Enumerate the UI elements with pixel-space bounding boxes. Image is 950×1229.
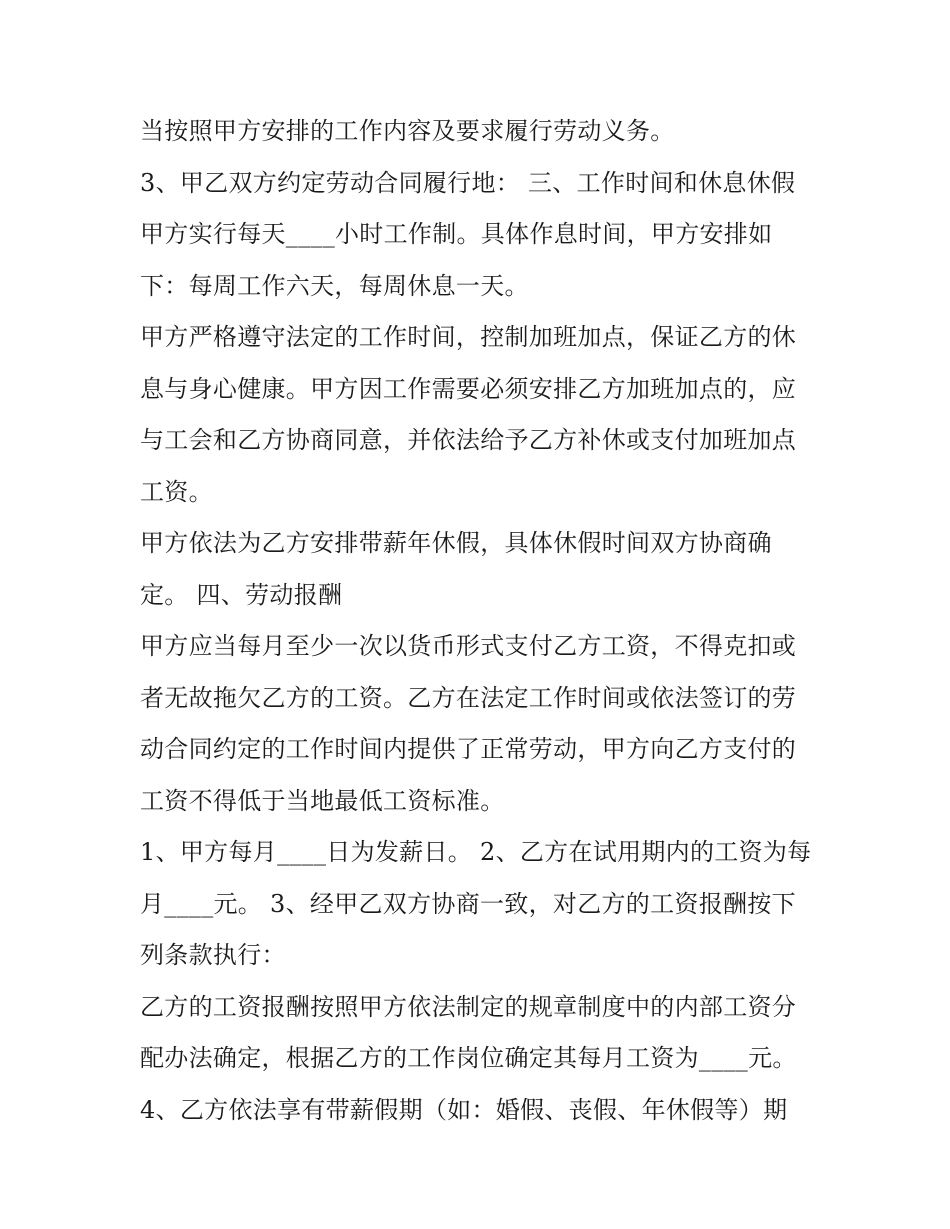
text-line: 4、乙方依法享有带薪假期（如：婚假、丧假、年休假等）期 bbox=[140, 1095, 788, 1124]
text-line: 甲方严格遵守法定的工作时间，控制加班加点，保证乙方的休 bbox=[140, 323, 797, 351]
text-line: 者无故拖欠乙方的工资。乙方在法定工作时间或依法签订的劳 bbox=[140, 683, 797, 712]
text-line: 息与身心健康。甲方因工作需要必须安排乙方加班加点的，应 bbox=[140, 374, 797, 403]
text-line: 与工会和乙方协商同意，并依法给予乙方补休或支付加班加点 bbox=[140, 426, 797, 454]
text-line: 甲方实行每天____小时工作制。具体作息时间，甲方安排如 bbox=[140, 220, 773, 248]
text-line: 甲方依法为乙方安排带薪年休假，具体休假时间双方协商确 bbox=[140, 529, 772, 557]
text-line: 工资。 bbox=[140, 477, 213, 506]
text-line: 3、甲乙双方约定劳动合同履行地： 三、工作时间和休息休假 bbox=[140, 168, 796, 197]
document-body bbox=[140, 106, 820, 1136]
text-line: 动合同约定的工作时间内提供了正常劳动，甲方向乙方支付的 bbox=[140, 735, 797, 763]
text-line: 月____元。 3、经甲乙双方协商一致，对乙方的工资报酬按下 bbox=[140, 889, 796, 918]
text-line: 下：每周工作六天，每周休息一天。 bbox=[140, 271, 529, 300]
text-line: 1、甲方每月____日为发薪日。 2、乙方在试用期内的工资为每 bbox=[140, 838, 812, 866]
text-line: 列条款执行： bbox=[140, 941, 286, 969]
text-line: 工资不得低于当地最低工资标准。 bbox=[140, 786, 505, 815]
text-line: 甲方应当每月至少一次以货币形式支付乙方工资，不得克扣或 bbox=[140, 632, 797, 660]
text-line: 乙方的工资报酬按照甲方依法制定的规章制度中的内部工资分 bbox=[140, 992, 797, 1021]
text-line: 当按照甲方安排的工作内容及要求履行劳动义务。 bbox=[140, 117, 675, 145]
text-line: 配办法确定，根据乙方的工作岗位确定其每月工资为____元。 bbox=[140, 1044, 797, 1072]
text-line: 定。 四、劳动报酬 bbox=[140, 580, 343, 609]
